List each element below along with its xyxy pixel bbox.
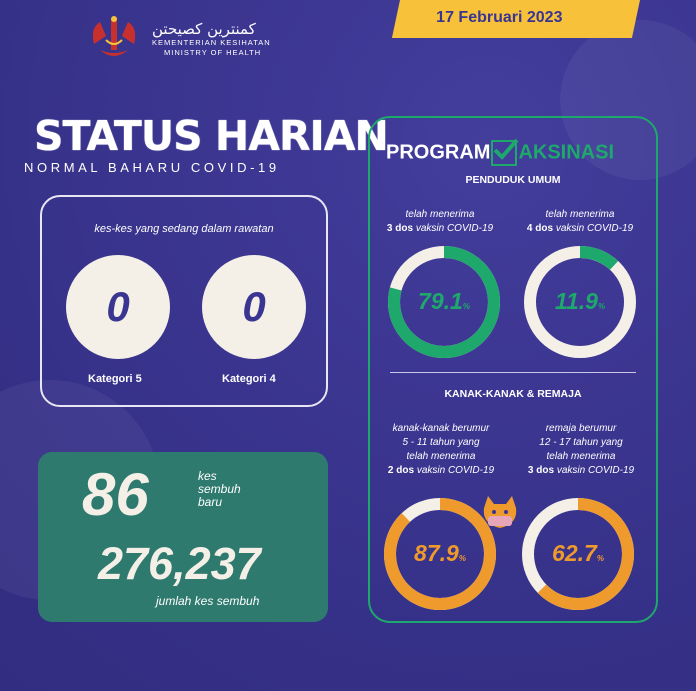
new-recovered-label — [198, 470, 241, 509]
caption-line: telah menerima — [545, 209, 615, 220]
dose4-percent — [522, 288, 638, 315]
kids-caption — [376, 422, 506, 478]
percent-value: 62.7 — [552, 540, 597, 566]
teens-percent — [520, 540, 636, 567]
caption-line: remaja berumur — [545, 423, 617, 434]
percent-value: 87.9 — [414, 540, 459, 566]
program-title-part: AKSINASI — [518, 141, 615, 164]
kids-percent — [382, 540, 498, 567]
category5-label: Kategori 5 — [88, 373, 142, 385]
category4-label: Kategori 4 — [222, 373, 276, 385]
percent-value: 11.9 — [554, 288, 598, 314]
page-title: STATUS HARIAN — [34, 112, 388, 160]
caption-line: 12 - 17 tahun yang — [539, 437, 623, 448]
dose4-ring — [522, 244, 638, 365]
caption-line: telah menerima — [405, 209, 475, 220]
percent-unit: % — [458, 554, 466, 563]
caption-bold: 4 dos — [526, 223, 554, 234]
category5-value: 0 — [66, 255, 170, 359]
total-recovered-label: jumlah kes sembuh — [156, 594, 260, 608]
section-children-teens: KANAK-KANAK & REMAJA — [444, 388, 582, 400]
new-recovered-label-line: baru — [198, 495, 223, 509]
dose3-percent — [386, 288, 502, 315]
caption-line: telah menerima — [406, 451, 476, 462]
caption-bold: 3 dos — [527, 465, 555, 476]
page-subtitle: NORMAL BAHARU COVID-19 — [24, 160, 280, 175]
ministry-name-en: MINISTRY OF HEALTH — [164, 48, 262, 57]
caption-line: telah menerima — [546, 451, 616, 462]
new-recovered-label-line: kes — [198, 469, 217, 483]
vaccination-card — [368, 116, 658, 623]
caption-bold: 3 dos — [386, 223, 414, 234]
date-text: 17 Februari 2023 — [436, 9, 563, 26]
divider — [390, 372, 636, 373]
percent-value: 79.1 — [418, 288, 463, 314]
checkbox-icon — [491, 140, 517, 166]
program-title-part: PROGRAM — [386, 141, 491, 164]
caption-line: vaksin COVID-19 — [554, 465, 635, 476]
brunei-crest-icon — [86, 14, 142, 64]
treatment-caption: kes-kes yang sedang dalam rawatan — [94, 223, 274, 235]
ministry-header — [86, 14, 271, 64]
recovered-card — [38, 452, 328, 622]
ministry-name-ms: KEMENTERIAN KESIHATAN — [152, 38, 271, 47]
new-recovered-label-line: sembuh — [198, 482, 241, 496]
percent-unit: % — [462, 302, 470, 311]
percent-unit: % — [597, 302, 606, 311]
dose3-caption — [378, 208, 502, 236]
vaccination-program-title — [386, 140, 614, 166]
ministry-jawi: کمنترين کصيحتن — [152, 20, 256, 38]
caption-line: vaksin COVID-19 — [413, 223, 494, 234]
treatment-card — [40, 195, 328, 407]
section-general-population: PENDUDUK UMUM — [465, 174, 561, 186]
teens-caption — [516, 422, 646, 478]
total-recovered-count: 276,237 — [98, 538, 261, 589]
caption-line: kanak-kanak berumur — [392, 423, 490, 434]
caption-line: 5 - 11 tahun yang — [402, 437, 480, 448]
dose4-caption — [518, 208, 642, 236]
dose3-ring — [386, 244, 502, 365]
date-banner — [392, 0, 640, 38]
category4-value: 0 — [202, 255, 306, 359]
percent-unit: % — [596, 554, 604, 563]
new-recovered-count: 86 — [82, 461, 149, 528]
teens-ring — [520, 496, 636, 617]
caption-line: vaksin COVID-19 — [553, 223, 634, 234]
caption-bold: 2 dos — [387, 465, 415, 476]
caption-line: vaksin COVID-19 — [414, 465, 495, 476]
cat-mascot-icon — [478, 494, 522, 534]
